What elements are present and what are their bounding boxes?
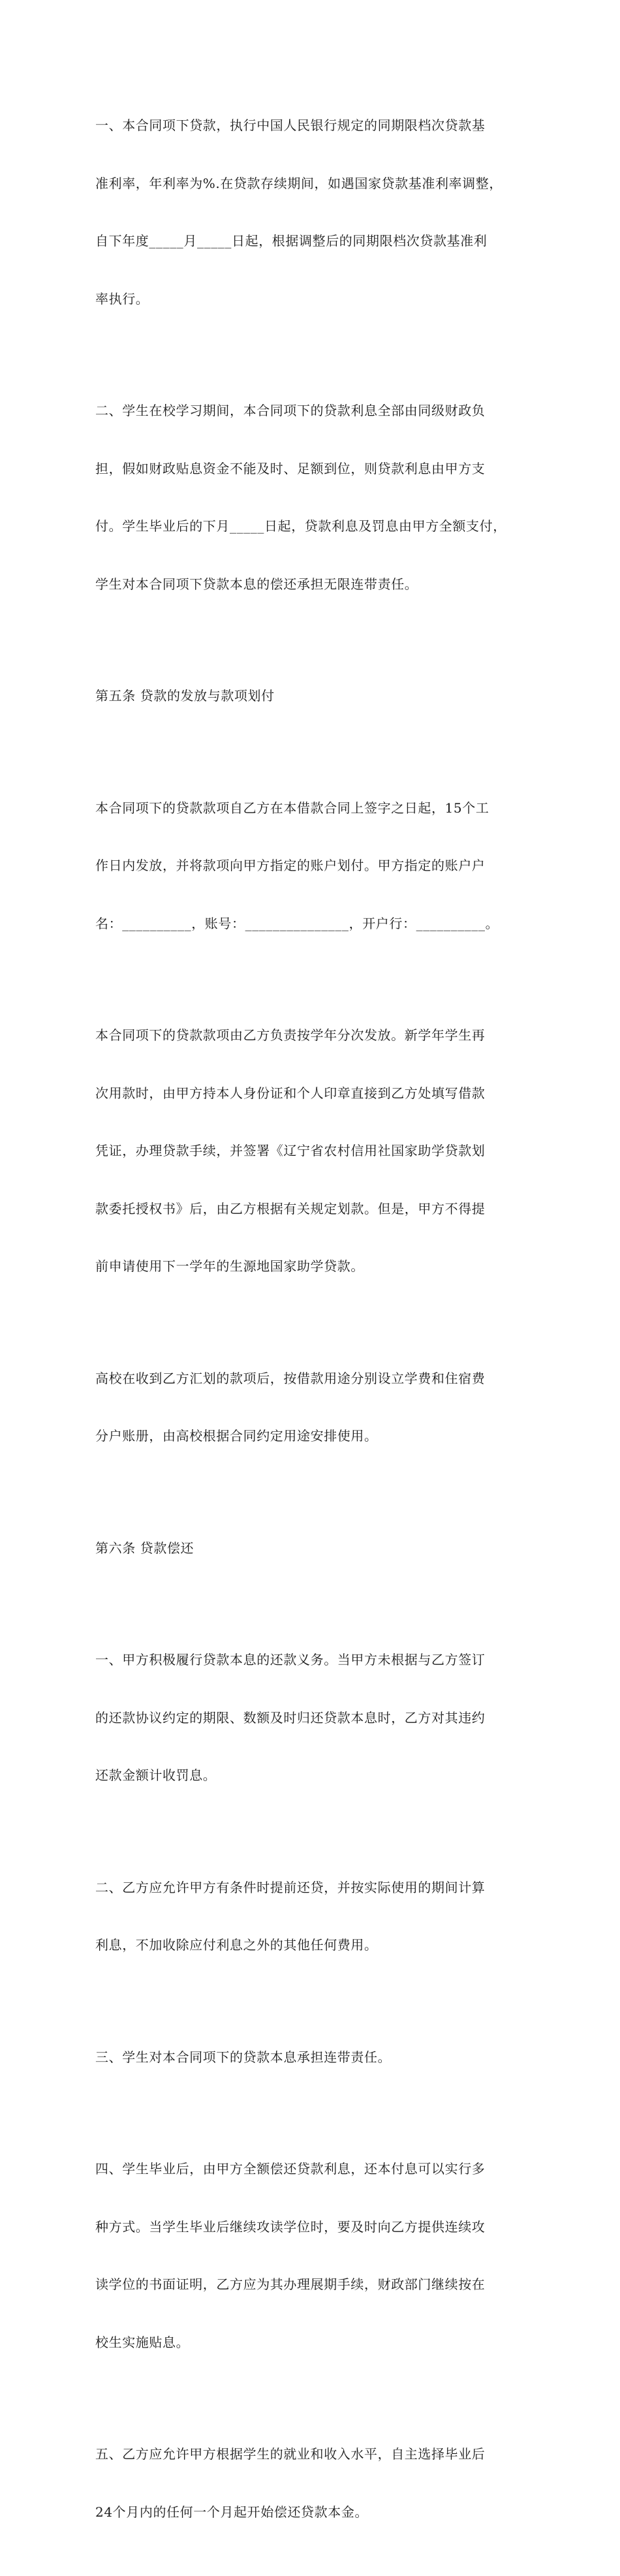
text-line: 本合同项下的贷款款项自乙方在本借款合同上签字之日起，15个工 (95, 799, 489, 816)
document-page (95, 78, 533, 2576)
text-line: 还款金额计收罚息。 (95, 1767, 217, 1783)
text-line: 校生实施贴息。 (95, 2334, 190, 2350)
text-line: 作日内发放，并将款项向甲方指定的账户划付。甲方指定的账户户 (95, 858, 486, 873)
text-line: 款委托授权书》后，由乙方根据有关规定划款。但是，甲方不得提 (95, 1200, 486, 1217)
text-line: 率执行。 (95, 290, 149, 307)
paragraph-interest-subsidy (95, 363, 533, 632)
paragraph-principal-repayment-start (95, 2406, 533, 2560)
section-heading-article-5 (95, 648, 533, 745)
text-line: 学生对本合同项下贷款本息的偿还承担无限连带责任。 (95, 576, 418, 592)
text-line: 一、甲方积极履行贷款本息的还款义务。当甲方未根据与乙方签订 (95, 1652, 486, 1668)
text-line: 前申请使用下一学年的生源地国家助学贷款。 (95, 1258, 364, 1274)
text-line: 一、本合同项下贷款，执行中国人民银行规定的同期限档次贷款基 (95, 117, 486, 133)
text-line: 五、乙方应允许甲方根据学生的就业和收入水平，自主选择毕业后 (95, 2446, 486, 2462)
paragraph-disbursement (95, 760, 533, 972)
paragraph-interest-rate (95, 78, 533, 347)
paragraph-joint-liability (95, 2010, 533, 2106)
text-line: 分户账册，由高校根据合同约定用途安排使用。 (95, 1428, 378, 1444)
section-heading-article-6 (95, 1500, 533, 1597)
paragraph-installments (95, 987, 533, 1315)
paragraph-university-accounts (95, 1331, 533, 1485)
text-line: 担，假如财政贴息资金不能及时、足额到位，则贷款利息由甲方支 (95, 460, 486, 476)
text-line: 第五条 贷款的发放与款项划付 (95, 688, 275, 704)
text-line: 付。学生毕业后的下月_____日起，贷款利息及罚息由甲方全额支付， (95, 518, 506, 534)
text-line: 四、学生毕业后，由甲方全额偿还贷款利息，还本付息可以实行多 (95, 2161, 486, 2177)
text-line: 种方式。当学生毕业后继续攻读学位时，要及时向乙方提供连续攻 (95, 2218, 486, 2235)
text-line: 二、学生在校学习期间，本合同项下的贷款利息全部由同级财政负 (95, 403, 486, 418)
text-line: 准利率，年利率为%.在贷款存续期间，如遇国家贷款基准利率调整， (95, 175, 503, 191)
text-line: 利息，不加收除应付利息之外的其他任何费用。 (95, 1937, 378, 1953)
paragraph-post-graduation (95, 2121, 533, 2391)
text-line: 本合同项下的贷款款项由乙方负责按学年分次发放。新学年学生再 (95, 1027, 486, 1043)
text-line: 高校在收到乙方汇划的款项后，按借款用途分别设立学费和住宿费 (95, 1370, 486, 1386)
text-line: 第六条 贷款偿还 (95, 1540, 194, 1556)
text-line: 二、乙方应允许甲方有条件时提前还贷，并按实际使用的期间计算 (95, 1879, 486, 1895)
text-line: 三、学生对本合同项下的贷款本息承担连带责任。 (95, 2049, 392, 2065)
text-line: 读学位的书面证明，乙方应为其办理展期手续，财政部门继续按在 (95, 2276, 486, 2292)
text-line: 的还款协议约定的期限、数额及时归还贷款本息时，乙方对其违约 (95, 1709, 486, 1726)
paragraph-repayment-obligation (95, 1612, 533, 1824)
paragraph-early-repayment (95, 1840, 533, 1994)
text-line: 凭证，办理贷款手续，并签署《辽宁省农村信用社国家助学贷款划 (95, 1143, 486, 1158)
text-line: 次用款时，由甲方持本人身份证和个人印章直接到乙方处填写借款 (95, 1085, 486, 1101)
text-line: 自下年度_____月_____日起，根据调整后的同期限档次贷款基准利 (95, 233, 488, 249)
text-line: 名：__________，账号：_______________，开户行：__________。 (95, 915, 499, 931)
text-line: 24个月内的任何一个月起开始偿还贷款本金。 (95, 2504, 369, 2520)
